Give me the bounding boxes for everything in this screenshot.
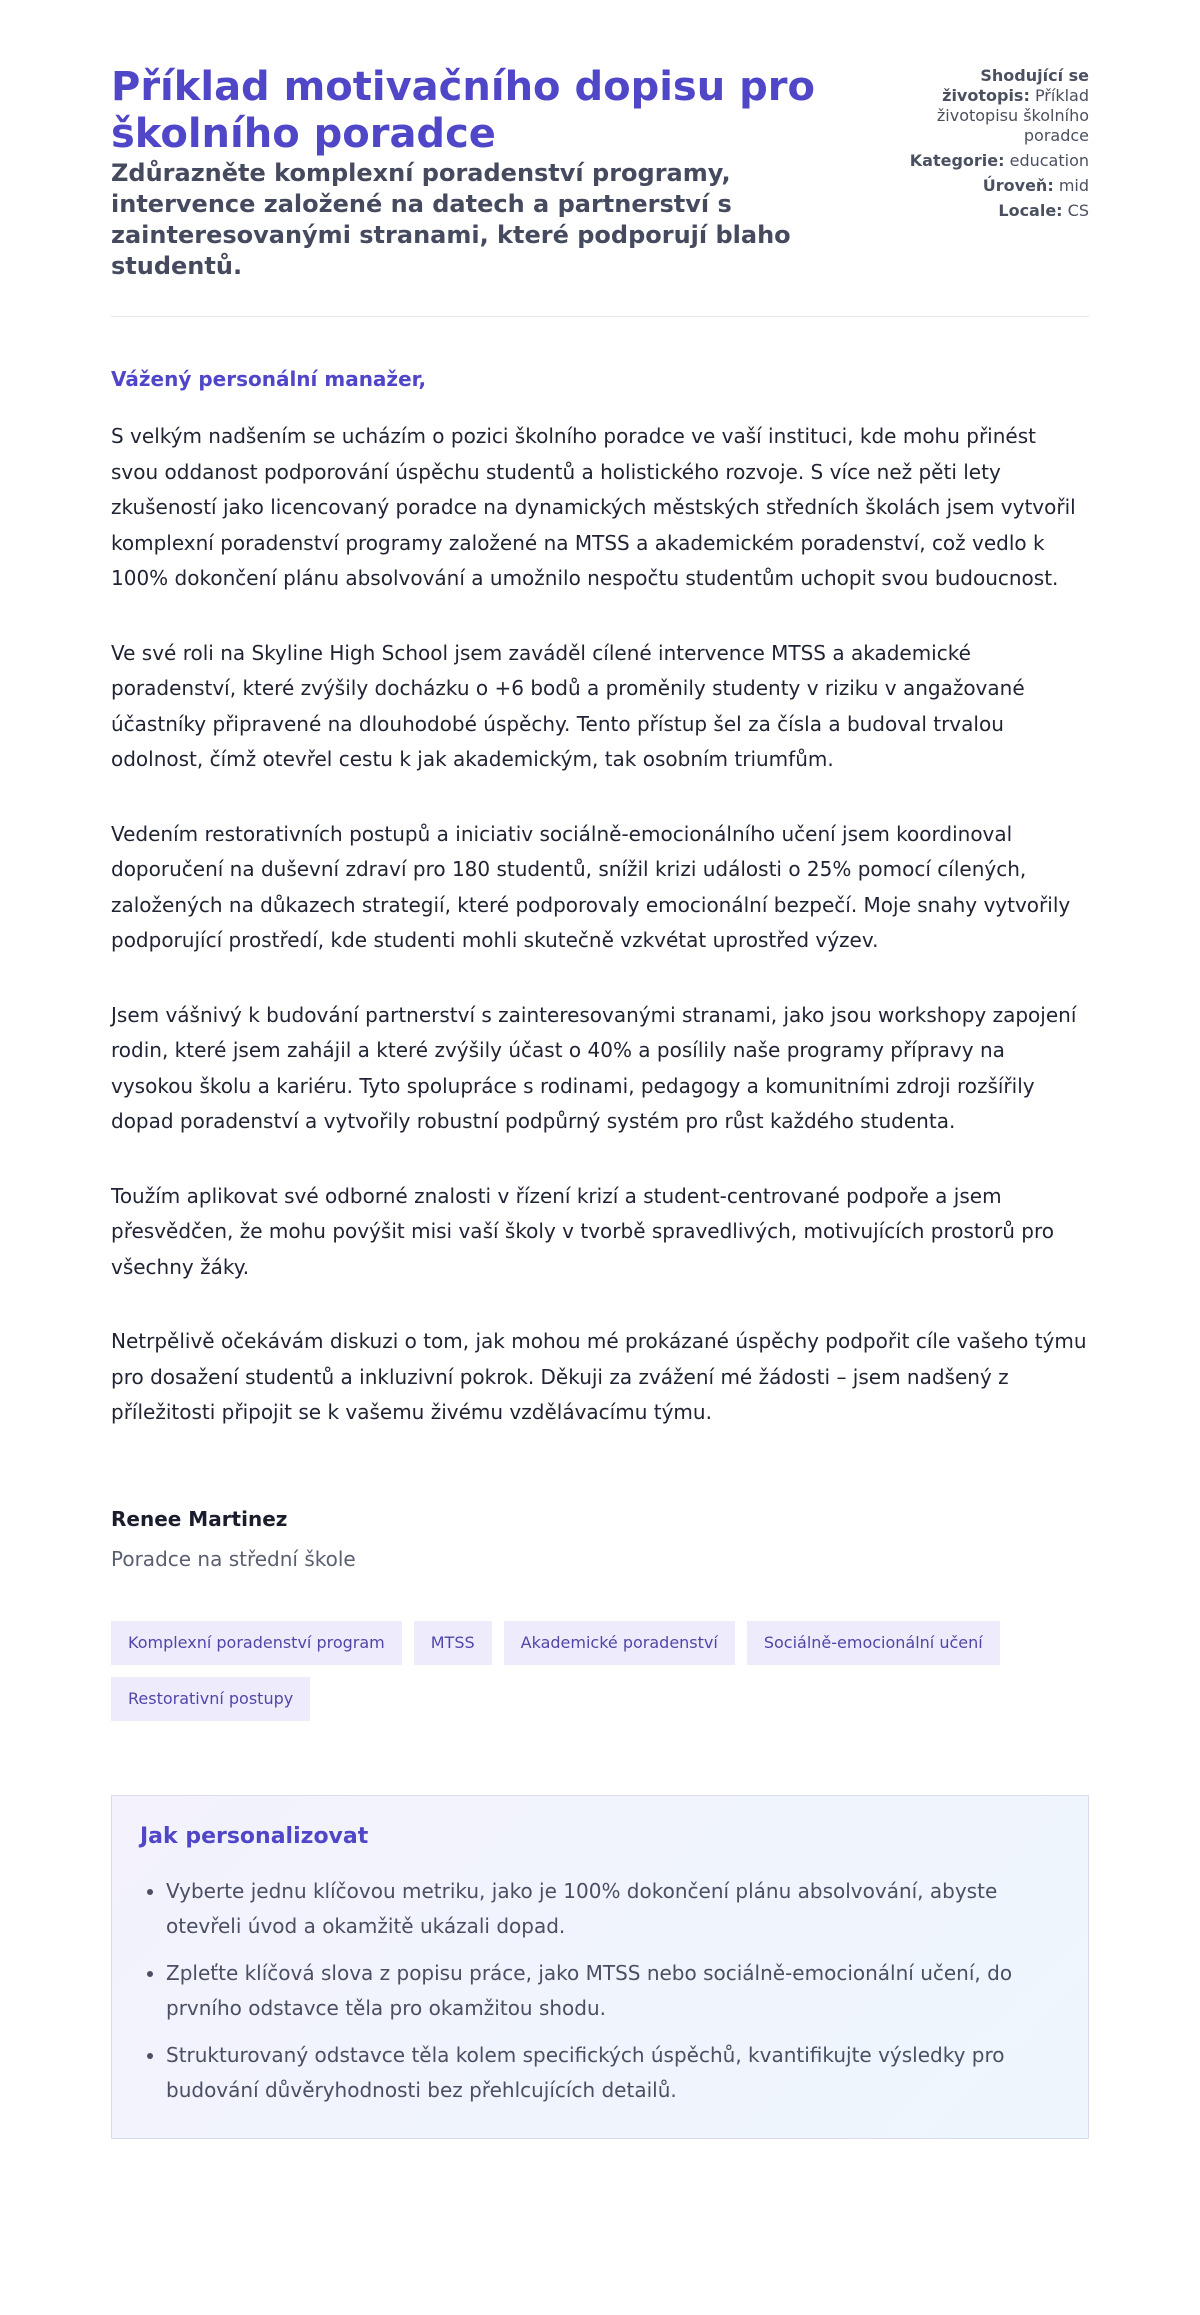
letter-paragraph: Vedením restorativních postupů a iniciativ sociálně-emocionálního učení jsem koordinoval doporučení na duševní zdraví pro 180 studentů, snížil krizi události o 25% pomocí cílených, založených na důkazech strategií, které podporovaly emocionální bezpečí. Moje snahy vytvořily podporující prostředí, kde studenti mohli skutečně vzkvétat uprostřed výzev. [111, 821, 1071, 952]
keyword-tag: Komplexní poradenství program [111, 1621, 402, 1665]
page-title: Příklad motivačního dopisu pro školního poradce [111, 64, 815, 157]
tips-list-item: • Zpleťte klíčová slova z popisu práce, jako MTSS nebo sociálně-emocionální učení, do prvního odstavce těla pro okamžitou shodu. [166, 1956, 1060, 2026]
meta-category-value: education [1009, 151, 1089, 170]
signature-name: Renee Martinez [111, 1506, 288, 1531]
letter-paragraph: S velkým nadšením se ucházím o pozici školního poradce ve vaší instituci, kde mohu přinést svou oddanost podporování úspěchu studentů a holistického rozvoje. S více než pěti lety zkušeností jako licencovaný poradce na dynamických městských středních školách jsem vytvořil komplexní poradenství programy založené na MTSS a akademickém poradenství, což vedlo k 100% dokončení plánu absolvování a umožnilo nespočtu studentům uchopit svou budoucnost. [111, 424, 1076, 590]
keyword-tag: Restorativní postupy [111, 1677, 310, 1721]
tips-list-item: • Strukturovaný odstavce těla kolem specifických úspěchů, kvantifikujte výsledky pro budování důvěryhodnosti bez přehlcujících detailů. [166, 2038, 1060, 2108]
meta-panel [889, 64, 1089, 226]
meta-category [889, 151, 1089, 171]
meta-locale [889, 201, 1089, 221]
tips-list [140, 1874, 1060, 2108]
meta-locale-value: CS [1067, 201, 1089, 220]
salutation: Vážený personální manažer, [111, 367, 427, 391]
letter-paragraph: Toužím aplikovat své odborné znalosti v řízení krizí a student-centrované podpoře a jsem přesvědčen, že mohu povýšit misi vaší školy v tvorbě spravedlivých, motivujících prostorů pro všechny žáky. [111, 1183, 1054, 1279]
cover-letter-page [111, 0, 1089, 2139]
keyword-tags [111, 1621, 1089, 1721]
tips-list-item: • Vyberte jednu klíčovou metriku, jako je 100% dokončení plánu absolvování, abyste otevřeli úvod a okamžitě ukázali dopad. [166, 1874, 1060, 1944]
keyword-tag: MTSS [414, 1621, 492, 1665]
meta-level [889, 176, 1089, 196]
page-subtitle: Zdůrazněte komplexní poradenství programy, intervence založené na datech a partnerství s zainteresovanými stranami, které podporují blaho studentů. [111, 159, 791, 280]
letter-paragraph: Ve své roli na Skyline High School jsem zaváděl cílené intervence MTSS a akademické poradenství, které zvýšily docházku o +6 bodů a proměnily studenty v riziku v angažované účastníky připravené na dlouhodobé úspěchy. Tento přístup šel za čísla a budoval trvalou odolnost, čímž otevřel cestu k jak akademickým, tak osobním triumfům. [111, 640, 1025, 771]
meta-level-value: mid [1058, 176, 1089, 195]
keyword-tag: Sociálně-emocionální učení [747, 1621, 1000, 1665]
meta-resume-label: Shodující se životopis: [942, 66, 1089, 105]
meta-level-label: Úroveň: [982, 176, 1054, 195]
meta-locale-label: Locale: [998, 201, 1063, 220]
meta-resume-value: Příklad životopisu školního poradce [936, 86, 1089, 145]
personalize-tips-box [111, 1795, 1089, 2139]
meta-category-label: Kategorie: [909, 151, 1005, 170]
signature-block [111, 1505, 1089, 1573]
letter-paragraph: Netrpělivě očekávám diskuzi o tom, jak mohou mé prokázané úspěchy podpořit cíle vašeho týmu pro dosažení studentů a inkluzivní pokrok. Děkuji za zvážení mé žádosti – jsem nadšený z příležitosti připojit se k vašemu živému vzdělávacímu týmu. [111, 1329, 1087, 1424]
keyword-tag: Akademické poradenství [504, 1621, 735, 1665]
signature-role: Poradce na střední škole [111, 1546, 356, 1571]
meta-resume [889, 66, 1089, 146]
letter-body [111, 317, 1089, 1573]
letter-paragraph: Jsem vášnivý k budování partnerství s zainteresovanými stranami, jako jsou workshopy zapojení rodin, které jsem zahájil a které zvýšily účast o 40% a posílily naše programy přípravy na vysokou školu a kariéru. Tyto spolupráce s rodinami, pedagogy a komunitními zdroji rozšířily dopad poradenství a vytvořily robustní podpůrný systém pro růst každého studenta. [111, 1002, 1077, 1133]
title-block [111, 64, 831, 282]
page-header [111, 64, 1089, 317]
tips-title: Jak personalizovat [140, 1823, 369, 1849]
